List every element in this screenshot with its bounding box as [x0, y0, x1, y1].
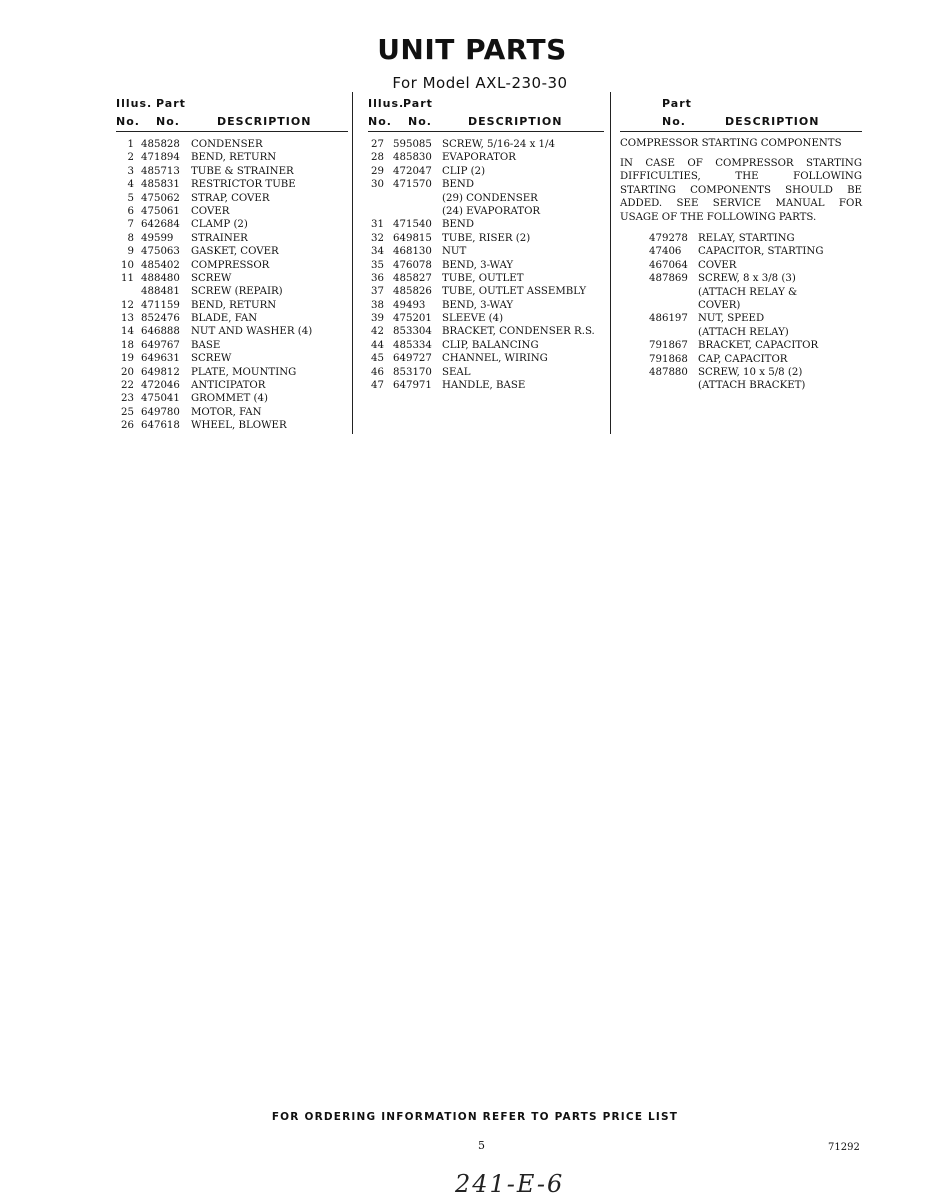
- part-number: 649631: [141, 353, 180, 365]
- column-header: [620, 97, 862, 131]
- table-row: [620, 272, 862, 285]
- part-number: 649815: [393, 232, 432, 244]
- part-number: 487880: [649, 366, 688, 378]
- illus-number: 7: [127, 219, 134, 231]
- part-header: Part: [156, 97, 186, 110]
- description-header: DESCRIPTION: [468, 115, 563, 128]
- part-number: 853304: [393, 326, 432, 338]
- table-row: [368, 205, 604, 218]
- illus-number: 35: [371, 259, 384, 271]
- part-number: 595085: [393, 139, 432, 150]
- part-description: RELAY, STARTING: [698, 233, 795, 245]
- part-description: BEND, RETURN: [191, 152, 277, 164]
- part-description: NUT AND WASHER (4): [191, 326, 313, 338]
- illus-number: 19: [121, 353, 134, 365]
- part-description: SCREW (REPAIR): [191, 286, 283, 298]
- part-number: 485830: [393, 152, 432, 164]
- part-description: (ATTACH BRACKET): [698, 380, 806, 392]
- part-description: RESTRICTOR TUBE: [191, 179, 296, 191]
- illus-no-header: No.: [368, 115, 392, 128]
- table-row: [620, 366, 862, 379]
- table-row: [620, 353, 862, 366]
- part-number: 646888: [141, 326, 180, 338]
- page-number: 5: [478, 1139, 485, 1152]
- illus-number: 12: [121, 299, 134, 311]
- part-description: BASE: [191, 339, 221, 351]
- part-number: 486197: [649, 313, 688, 325]
- part-number: 642684: [141, 219, 180, 231]
- part-description: EVAPORATOR: [442, 152, 516, 164]
- table-row: [368, 325, 604, 338]
- illus-number: 11: [121, 272, 134, 284]
- table-row: [116, 245, 348, 258]
- illus-number: 5: [127, 192, 134, 204]
- part-description: (ATTACH RELAY &: [698, 286, 798, 298]
- table-row: [620, 286, 862, 299]
- column-divider: [352, 92, 353, 434]
- header-rule: [116, 131, 348, 132]
- table-row: [116, 312, 348, 325]
- part-description: COVER: [191, 205, 230, 217]
- table-row: [368, 379, 604, 392]
- part-number: 791867: [649, 340, 688, 352]
- part-number: 853170: [393, 366, 432, 378]
- table-row: [116, 352, 348, 365]
- part-number: 47406: [649, 246, 682, 258]
- part-description: NUT, SPEED: [698, 313, 765, 325]
- table-row: [620, 232, 862, 245]
- table-row: [116, 419, 348, 432]
- intro-line: USAGE OF THE FOLLOWING PARTS.: [620, 211, 817, 223]
- part-number: 468130: [393, 246, 432, 258]
- parts-column-2: [368, 97, 604, 392]
- part-number: 488481: [141, 286, 180, 298]
- part-number: 488480: [141, 272, 180, 284]
- table-row: [368, 312, 604, 325]
- illus-number: 25: [121, 406, 134, 418]
- table-row: [620, 326, 862, 339]
- part-description: CAP, CAPACITOR: [698, 353, 788, 365]
- illus-number: 30: [371, 179, 384, 191]
- part-number: 475062: [141, 192, 180, 204]
- illus-number: 9: [127, 246, 134, 258]
- part-description: (24) EVAPORATOR: [442, 205, 541, 217]
- part-number: 472047: [393, 165, 432, 177]
- part-description: HANDLE, BASE: [442, 380, 526, 392]
- table-row: [368, 165, 604, 178]
- table-row: [116, 325, 348, 338]
- part-number: 649812: [141, 366, 180, 378]
- part-number: 475061: [141, 205, 180, 217]
- part-description: COVER: [698, 259, 737, 271]
- table-row: [368, 366, 604, 379]
- table-row: [116, 339, 348, 352]
- part-number: 471894: [141, 152, 180, 164]
- description-header: DESCRIPTION: [217, 115, 312, 128]
- part-description: SCREW: [191, 353, 232, 365]
- illus-number: 28: [371, 152, 384, 164]
- table-row: [368, 285, 604, 298]
- table-row: [368, 272, 604, 285]
- part-number: 852476: [141, 313, 180, 325]
- part-description: STRAP, COVER: [191, 192, 270, 204]
- illus-header: Illus.: [368, 97, 405, 110]
- illus-number: 1: [127, 139, 134, 150]
- table-row: [620, 379, 862, 392]
- table-row: [620, 245, 862, 258]
- part-number: 485334: [393, 339, 432, 351]
- part-description: BEND, RETURN: [191, 299, 277, 311]
- illus-number: 10: [121, 259, 134, 271]
- illus-number: 46: [371, 366, 384, 378]
- part-description: PLATE, MOUNTING: [191, 366, 297, 378]
- table-row: [116, 285, 348, 298]
- table-row: [116, 138, 348, 151]
- intro-line: STARTING COMPONENTS SHOULD BE: [620, 184, 862, 196]
- table-row: [368, 218, 604, 231]
- part-description: BRACKET, CAPACITOR: [698, 340, 819, 352]
- table-row: [368, 339, 604, 352]
- illus-number: 36: [371, 272, 384, 284]
- illus-number: 47: [371, 380, 384, 392]
- illus-number: 44: [371, 339, 384, 351]
- part-number: 475201: [393, 313, 432, 325]
- table-row: [116, 218, 348, 231]
- part-number: 485402: [141, 259, 180, 271]
- table-row: [368, 299, 604, 312]
- part-description: SCREW, 5/16-24 x 1/4: [442, 139, 555, 150]
- illus-number: 42: [371, 326, 384, 338]
- table-row: [116, 299, 348, 312]
- part-description: BEND: [442, 219, 475, 231]
- part-description: SEAL: [442, 366, 471, 378]
- table-row: [368, 232, 604, 245]
- table-row: [368, 151, 604, 164]
- section-heading: COMPRESSOR STARTING COMPONENTS: [620, 138, 842, 149]
- illus-number: 27: [371, 139, 384, 150]
- part-number: 467064: [649, 259, 688, 271]
- part-description: BLADE, FAN: [191, 313, 258, 325]
- illus-number: 32: [371, 232, 384, 244]
- part-description: BEND, 3-WAY: [442, 299, 514, 311]
- part-header: Part: [403, 97, 433, 110]
- illus-header: Illus.: [116, 97, 153, 110]
- illus-number: 29: [371, 165, 384, 177]
- part-description: ANTICIPATOR: [191, 380, 266, 392]
- illus-number: 3: [127, 165, 134, 177]
- part-number: 471540: [393, 219, 432, 231]
- part-number: 647971: [393, 380, 432, 392]
- table-row: [368, 245, 604, 258]
- part-header: Part: [662, 97, 692, 110]
- part-number: 472046: [141, 380, 180, 392]
- illus-number: 2: [127, 152, 134, 164]
- table-row: [116, 151, 348, 164]
- table-row: [116, 192, 348, 205]
- part-number: 471159: [141, 299, 180, 311]
- illus-number: 13: [121, 313, 134, 325]
- intro-paragraph: [620, 157, 862, 224]
- column-divider: [610, 92, 611, 434]
- intro-line: IN CASE OF COMPRESSOR STARTING: [620, 158, 862, 169]
- illus-number: 31: [371, 219, 384, 231]
- table-row: [620, 339, 862, 352]
- table-row: [116, 392, 348, 405]
- table-row: [116, 272, 348, 285]
- illus-no-header: No.: [116, 115, 140, 128]
- description-header: DESCRIPTION: [725, 115, 820, 128]
- part-description: TUBE & STRAINER: [191, 165, 294, 177]
- part-description: BRACKET, CONDENSER R.S.: [442, 326, 595, 338]
- table-row: [620, 299, 862, 312]
- part-number: 49493: [393, 299, 426, 311]
- intro-line: ADDED. SEE SERVICE MANUAL FOR: [620, 198, 862, 210]
- part-description: (29) CONDENSER: [442, 192, 538, 204]
- part-number: 791868: [649, 353, 688, 365]
- document-code: 71292: [828, 1142, 860, 1153]
- part-description: (ATTACH RELAY): [698, 326, 789, 338]
- table-row: [116, 232, 348, 245]
- illus-number: 6: [127, 205, 134, 217]
- illus-number: 8: [127, 232, 134, 244]
- illus-number: 34: [371, 246, 384, 258]
- handwritten-note: 241-E-6: [455, 1170, 565, 1198]
- part-number: 49599: [141, 232, 174, 244]
- part-no-header: No.: [408, 115, 432, 128]
- table-row: [368, 352, 604, 365]
- part-number: 649727: [393, 353, 432, 365]
- part-number: 485828: [141, 139, 180, 150]
- table-row: [116, 259, 348, 272]
- illus-number: 26: [121, 420, 134, 432]
- part-description: NUT: [442, 246, 467, 258]
- illus-number: 4: [127, 179, 134, 191]
- part-description: BEND: [442, 179, 475, 191]
- header-rule: [620, 131, 862, 132]
- table-row: [368, 259, 604, 272]
- illus-number: 39: [371, 313, 384, 325]
- table-row: [116, 366, 348, 379]
- part-number: 471570: [393, 179, 432, 191]
- page-title: UNIT PARTS: [377, 33, 567, 66]
- intro-line: DIFFICULTIES, THE FOLLOWING: [620, 171, 862, 183]
- table-row: [116, 379, 348, 392]
- part-number: 479278: [649, 233, 688, 245]
- illus-number: 38: [371, 299, 384, 311]
- part-description: GROMMET (4): [191, 393, 268, 405]
- part-number: 476078: [393, 259, 432, 271]
- part-description: WHEEL, BLOWER: [191, 420, 287, 432]
- part-number: 485826: [393, 286, 432, 298]
- part-number: 475041: [141, 393, 180, 405]
- part-description: MOTOR, FAN: [191, 406, 262, 418]
- part-description: COMPRESSOR: [191, 259, 270, 271]
- part-description: TUBE, OUTLET: [442, 272, 524, 284]
- model-subtitle: For Model AXL-230-30: [392, 74, 568, 92]
- table-row: [620, 312, 862, 325]
- part-description: CLIP, BALANCING: [442, 339, 539, 351]
- header-rule: [368, 131, 604, 132]
- illus-number: 45: [371, 353, 384, 365]
- parts-list: [620, 232, 862, 393]
- table-row: [368, 178, 604, 191]
- table-row: [620, 259, 862, 272]
- column-header: [116, 97, 348, 131]
- part-description: BEND, 3-WAY: [442, 259, 514, 271]
- parts-list: [368, 138, 604, 392]
- part-number: 485827: [393, 272, 432, 284]
- illus-number: 14: [121, 326, 134, 338]
- part-number: 649767: [141, 339, 180, 351]
- part-description: SCREW: [191, 272, 232, 284]
- part-description: TUBE, RISER (2): [442, 232, 531, 244]
- parts-column-1: [116, 97, 348, 433]
- illus-number: 18: [121, 339, 134, 351]
- part-description: SCREW, 8 x 3/8 (3): [698, 273, 796, 285]
- part-description: GASKET, COVER: [191, 246, 279, 258]
- part-number: 485713: [141, 165, 180, 177]
- part-no-header: No.: [156, 115, 180, 128]
- part-number: 475063: [141, 246, 180, 258]
- part-description: CLIP (2): [442, 165, 486, 177]
- part-description: SLEEVE (4): [442, 313, 504, 325]
- part-description: CAPACITOR, STARTING: [698, 246, 824, 258]
- illus-number: 23: [121, 393, 134, 405]
- part-number: 649780: [141, 406, 180, 418]
- column-header: [368, 97, 604, 131]
- part-description: CONDENSER: [191, 139, 263, 150]
- part-description: COVER): [698, 299, 741, 311]
- table-row: [116, 205, 348, 218]
- part-description: CLAMP (2): [191, 219, 248, 231]
- part-description: SCREW, 10 x 5/8 (2): [698, 366, 803, 378]
- parts-column-3: [620, 97, 862, 393]
- illus-number: 22: [121, 380, 134, 392]
- ordering-footer: FOR ORDERING INFORMATION REFER TO PARTS PRICE LIST: [271, 1111, 679, 1123]
- illus-number: 20: [121, 366, 134, 378]
- table-row: [116, 178, 348, 191]
- table-row: [116, 406, 348, 419]
- part-description: TUBE, OUTLET ASSEMBLY: [442, 286, 587, 298]
- part-description: CHANNEL, WIRING: [442, 353, 548, 365]
- parts-list: [116, 138, 348, 433]
- part-description: STRAINER: [191, 232, 248, 244]
- part-number: 485831: [141, 179, 180, 191]
- table-row: [116, 165, 348, 178]
- part-number: 647618: [141, 420, 180, 432]
- part-number: 487869: [649, 273, 688, 285]
- table-row: [368, 138, 604, 151]
- table-row: [368, 192, 604, 205]
- illus-number: 37: [371, 286, 384, 298]
- part-no-header: No.: [662, 115, 686, 128]
